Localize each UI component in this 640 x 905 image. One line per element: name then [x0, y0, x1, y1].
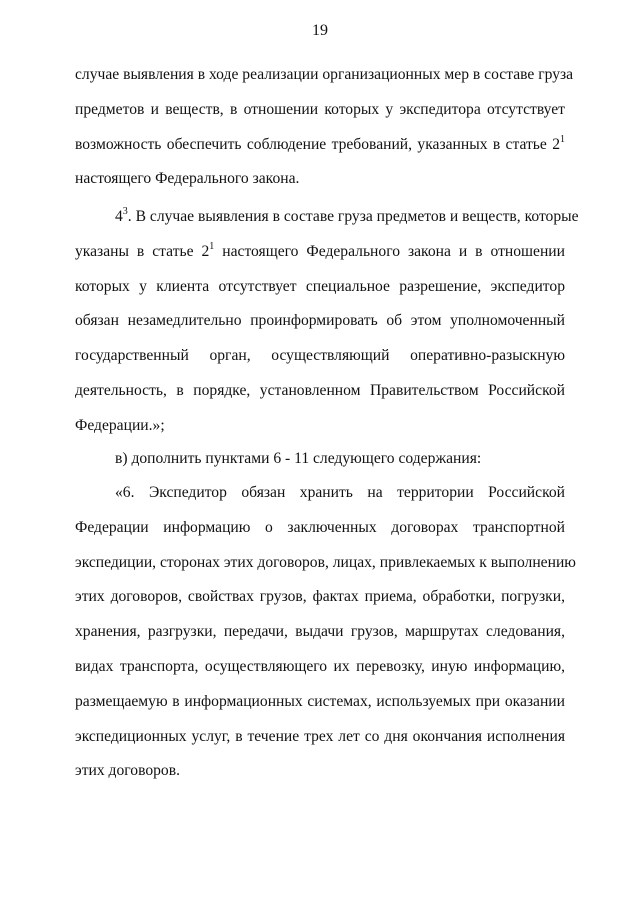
text-segment: 4: [115, 208, 123, 225]
text-line: [75, 235, 565, 270]
text-line: размещаемую в информационных системах, используемых при оказании: [75, 692, 565, 710]
text-line: Федерации.»;: [75, 416, 165, 434]
superscript: 1: [209, 240, 215, 252]
text-line: случае выявления в ходе реализации организационных мер в составе груза: [75, 66, 574, 83]
text-line: экспедиции, сторонах этих договоров, лицах, привлекаемых к выполнению: [75, 553, 576, 571]
text-segment: . В случае выявления в составе груза предметов и веществ, которые: [127, 208, 579, 225]
text-line: настоящего Федерального закона.: [75, 170, 300, 188]
paragraph-6: [75, 476, 576, 789]
text-line: «6. Экспедитор обязан хранить на территории Российской: [115, 484, 565, 501]
paragraph-continuation: [75, 58, 574, 197]
text-line: видах транспорта, осуществляющего их перевозку, иную информацию,: [75, 657, 565, 675]
superscript: 1: [560, 133, 565, 145]
text-line: предметов и веществ, в отношении которых у экспедитора отсутствует: [75, 100, 565, 118]
text-line: деятельность, в порядке, установленном Правительством Российской: [75, 381, 565, 399]
text-line: в) дополнить пунктами 6 - 11 следующего содержания:: [115, 450, 482, 467]
text-line: [75, 128, 565, 163]
text-segment: указаны в статье 2: [75, 242, 210, 260]
text-segment: настоящего Федерального закона и в отношении: [214, 242, 565, 260]
text-segment: возможность обеспечить соблюдение требований, указанных в статье 2: [75, 135, 560, 153]
page-number: 19: [312, 22, 328, 39]
superscript: 3: [122, 206, 128, 217]
text-line: этих договоров.: [75, 762, 180, 780]
text-line: этих договоров, свойствах грузов, фактах приема, обработки, погрузки,: [75, 588, 565, 606]
text-line: хранения, разгрузки, передачи, выдачи грузов, маршрутах следования,: [75, 623, 565, 641]
text-line: Федерации информацию о заключенных договорах транспортной: [75, 518, 565, 536]
text-line: которых у клиента отсутствует специальное разрешение, экспедитор: [75, 277, 565, 295]
text-line: экспедиционных услуг, в течение трех лет со дня окончания исполнения: [75, 727, 565, 745]
text-line: обязан незамедлительно проинформировать об этом уполномоченный: [75, 312, 565, 330]
text-line: государственный орган, осуществляющий оперативно-разыскную: [75, 347, 565, 365]
paragraph-4-3: [75, 200, 579, 444]
text-line: [75, 200, 579, 235]
paragraph-v: [75, 442, 565, 477]
